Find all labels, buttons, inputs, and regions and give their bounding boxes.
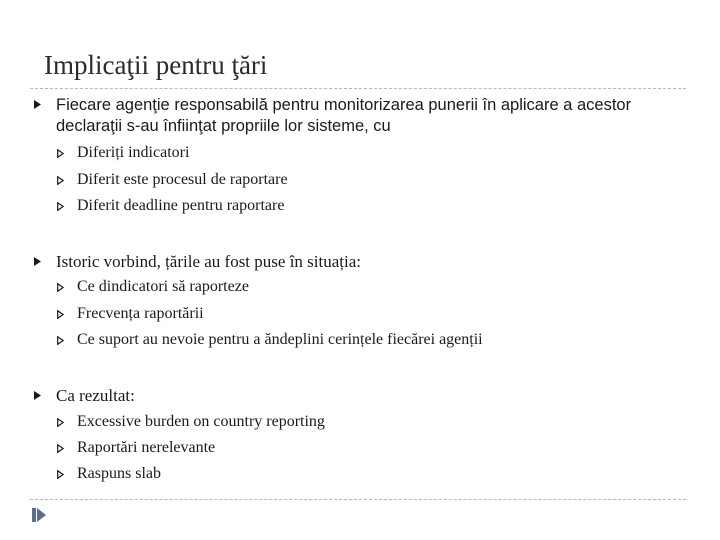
triangle-bullet-icon: [34, 257, 41, 266]
sub-bullet-text: Excessive burden on country reporting: [77, 413, 325, 430]
sub-bullet-text: Raspuns slab: [77, 465, 161, 482]
triangle-outline-bullet-icon: [57, 336, 64, 345]
triangle-bullet-icon: [34, 391, 41, 400]
triangle-outline-bullet-icon: [57, 149, 64, 158]
triangle-outline-bullet-icon: [57, 418, 64, 427]
footer-divider: [30, 499, 686, 500]
triangle-outline-bullet-icon: [57, 202, 64, 211]
sub-bullet-text: Frecvența raportării: [77, 305, 204, 322]
sub-bullet-text: Diferiți indicatori: [77, 144, 190, 161]
triangle-outline-bullet-icon: [57, 176, 64, 185]
triangle-outline-bullet-icon: [57, 470, 64, 479]
sub-bullet-text: Ce dindicatori să raporteze: [77, 278, 249, 295]
sub-bullet-text: Diferit este procesul de raportare: [77, 171, 288, 188]
bullet-text: Istoric vorbind, țările au fost puse în situația:: [56, 252, 361, 271]
bullet-text: Ca rezultat:: [56, 386, 135, 405]
bullet-text: Fiecare agenţie responsabilă pentru monitorizarea punerii în aplicare a acestor: [56, 96, 632, 114]
slide-title: Implicaţii pentru ţări: [44, 50, 268, 80]
triangle-outline-bullet-icon: [57, 444, 64, 453]
sub-bullet-text: Diferit deadline pentru raportare: [77, 197, 285, 214]
slide-navigation-icon[interactable]: [32, 508, 48, 522]
bullet-text-continued: declaraţii s-au înfiinţat propriile lor sisteme, cu: [56, 117, 391, 135]
sub-bullet-text: Ce suport au nevoie pentru a ăndeplini cerințele fiecărei agenții: [77, 331, 483, 348]
triangle-outline-bullet-icon: [57, 310, 64, 319]
triangle-bullet-icon: [34, 100, 41, 109]
sub-bullet-text: Raportări nerelevante: [77, 439, 216, 456]
title-divider: [30, 88, 686, 89]
triangle-outline-bullet-icon: [57, 283, 64, 292]
